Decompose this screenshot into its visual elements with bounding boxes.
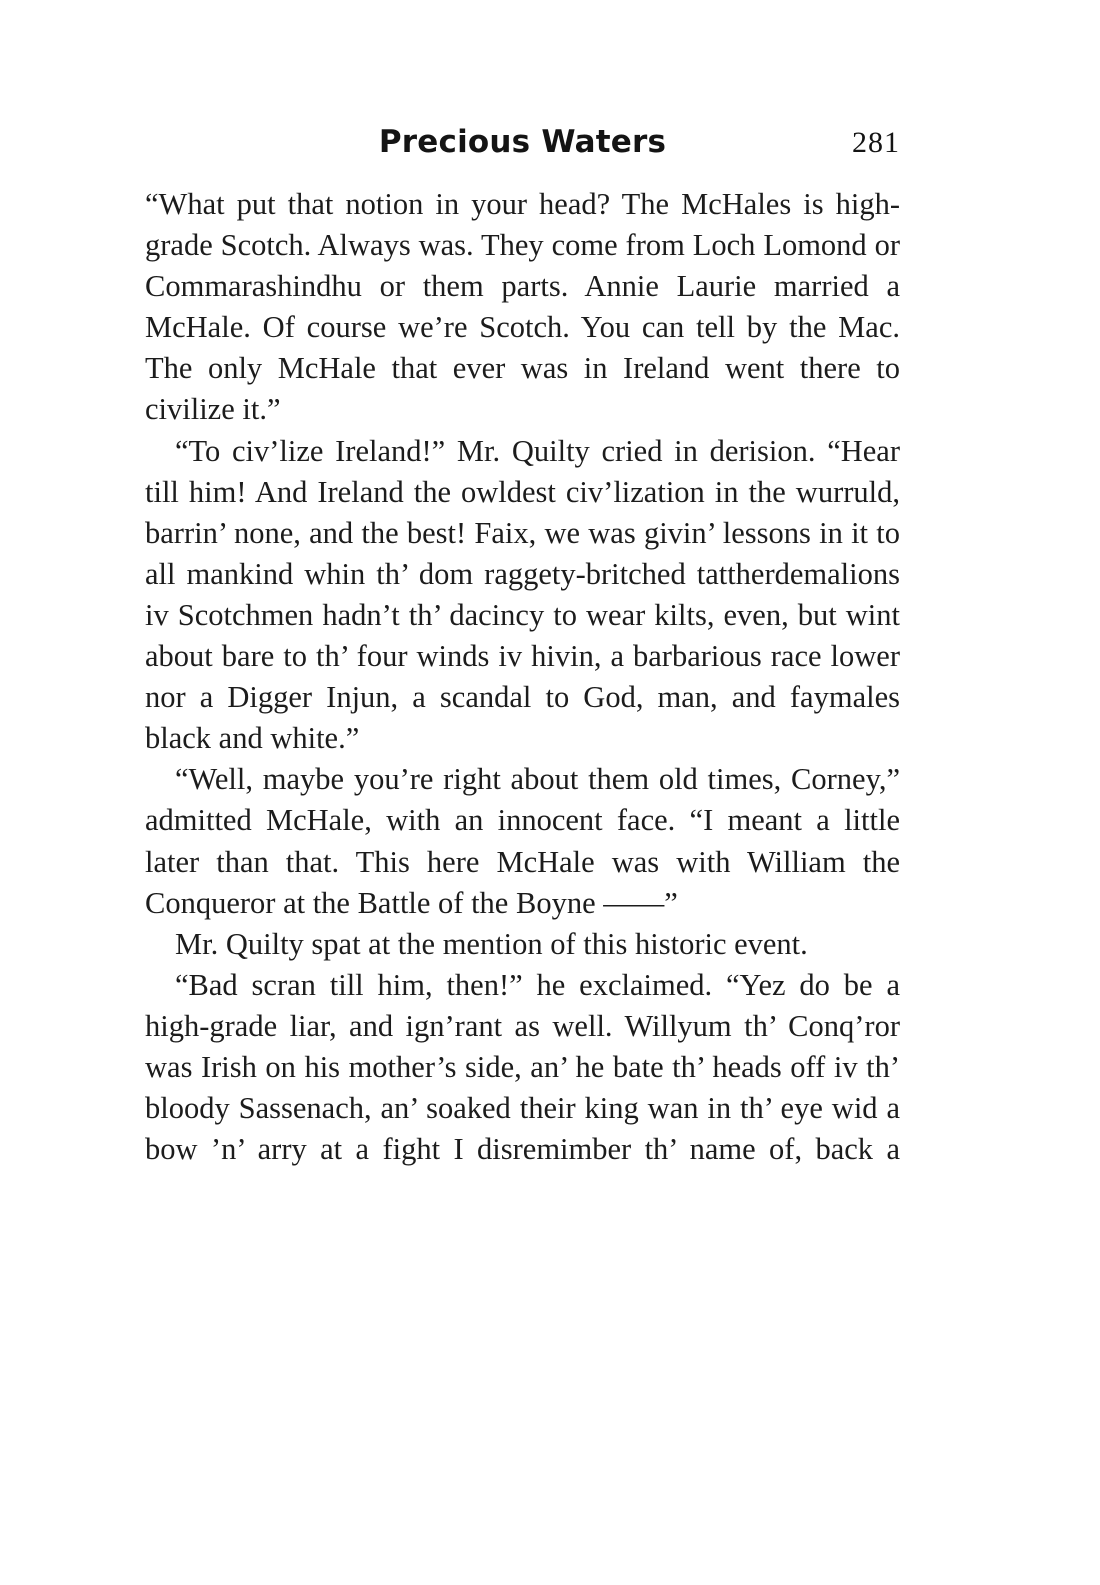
paragraph: “Bad scran till him, then!” he exclaimed. “Yez do be a high-grade liar, and ign’rant as well. Willyum th’ Conq’ror was Irish on his mother’s side, an’ he bate th’ heads off iv th’ bloody Sassenach, an’ soaked their king wan in th’ eye wid a bow ’n’ arry at a fight I disremimber th’ name of, back a: [145, 967, 900, 1167]
page-number: 281: [852, 126, 900, 159]
paragraph: Mr. Quilty spat at the mention of this historic event.: [175, 926, 808, 961]
body-text: [145, 184, 900, 1170]
running-head: [145, 124, 900, 168]
running-title: Precious Waters: [378, 124, 667, 160]
paragraph: “Well, maybe you’re right about them old times, Corney,” admitted McHale, with an innocent face. “I meant a little later than that. This here McHale was with William the Conqueror at the Battle of the Boyne ——”: [145, 762, 900, 920]
paragraph: “What put that notion in your head? The McHales is high-grade Scotch. Always was. They come from Loch Lomond or Commarashindhu or them parts. Annie Laurie married a McHale. Of course we’re Scotch. You can tell by the Mac. The only McHale that ever was in Ireland went there to civilize it.”: [145, 187, 900, 427]
paragraph: “To civ’lize Ireland!” Mr. Quilty cried in derision. “Hear till him! And Ireland the owldest civ’lization in the wurruld, barrin’ none, and the best! Faix, we was givin’ lessons in it to all mankind whin th’ dom raggety-britched tattherdemalions iv Scotchmen hadn’t th’ dacincy to wear kilts, even, but wint about bare to th’ four winds iv hivin, a barbarious race lower nor a Digger Injun, a scandal to God, man, and faymales black and white.”: [145, 433, 900, 756]
